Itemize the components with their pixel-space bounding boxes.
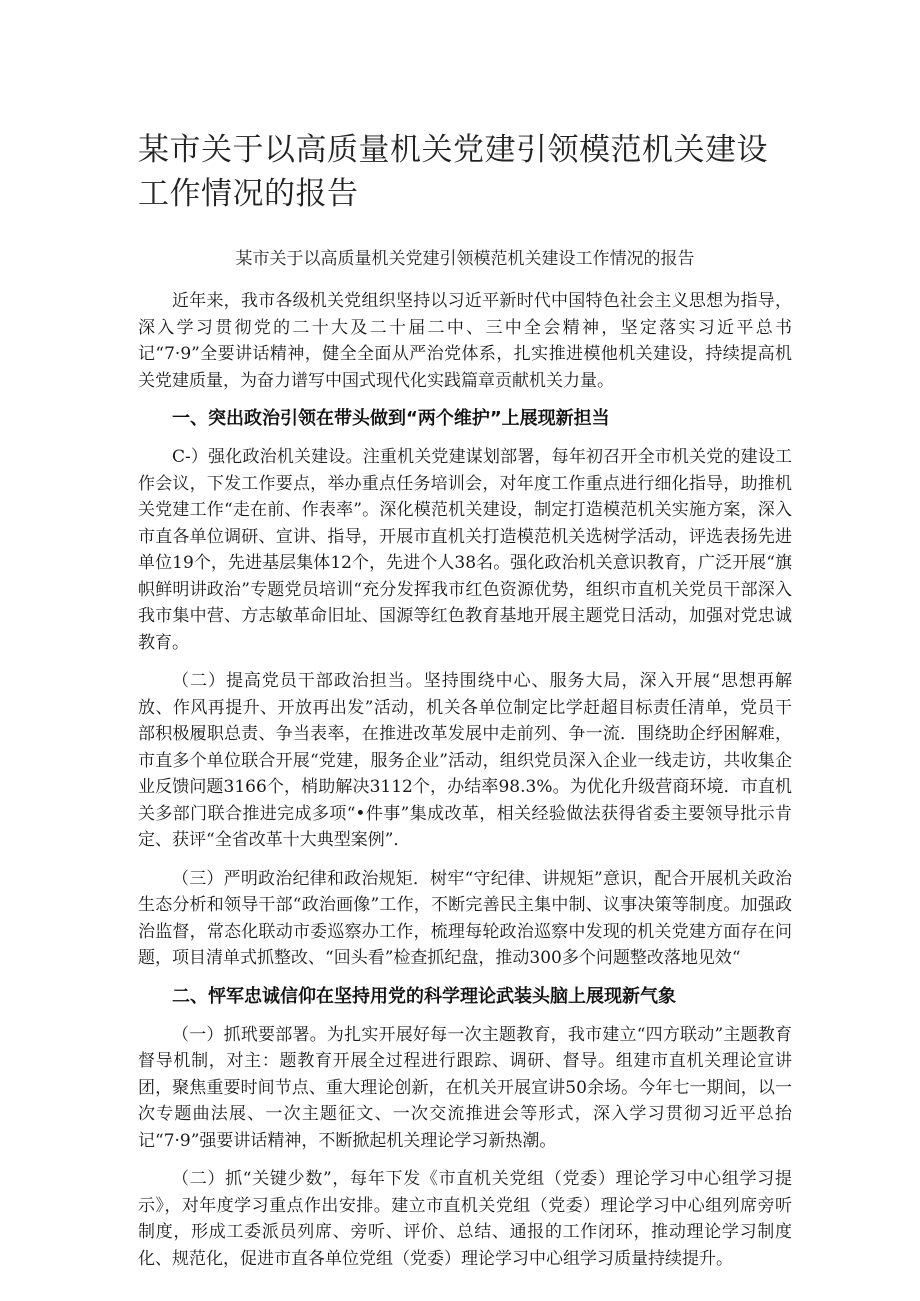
document-page: [138, 128, 792, 1284]
section-1-paragraph-3: （三）严明政治纪律和政治规矩．树牢“守纪律、讲规矩”意识，配合开展机关政治生态分析和领导干部“政治画像”工作，不断完善民主集中制、议事决策等制度。加强政治监督，常态化联动市委巡察办工作，梳理每轮政治巡察中发现的机关党建方面存在问题，项目清单式抓整改、“回头看”检查抓纪盘，推动300多个问题整改落地见效“: [138, 868, 792, 968]
section-1-paragraph-1: C-）强化政治机关建设。注重机关党建谋划部署，每年初召开全市机关党的建设工作会议，下发工作要点，举办重点任务培训会，对年度工作重点进行细化指导，助推机关党建工作“走在前、作表率”。深化模范机关建设，制定打造模范机关实施方案，深入市直各单位调研、宣讲、指导，开展市直机关打造模范机关选树学活动，评选表扬先进单位19个，先进基层集体12个，先进个人38名。强化政治机关意识教育，广泛开展“旗帜鲜明讲政治”专题党员培训“充分发挥我市红色资源优势，组织市直机关党员干部深入我市集中营、方志敏革命旧址、国源等红色教育基地开展主题党日活动，加强对党忠诚教育。: [138, 447, 792, 653]
section-2-heading: 二、怦军忠诚信仰在坚持用党的科学理论武装头脑上展现新气象: [172, 985, 676, 1007]
document-title: 某市关于以高质量机关党建引领模范机关建设工作情况的报告: [138, 132, 768, 212]
section-2-paragraph-2: （二）抓“关键少数”，每年下发《市直机关党组（党委）理论学习中心组学习提示》，对年度学习重点作出安排。建立市直机关党组（党委）理论学习中心组列席旁听制度，形成工委派员列席、旁听、评价、总结、通报的工作闭环，推动理论学习制度化、规范化，促进市直各单位党组（党委）理论学习中心组学习质量持续提升。: [138, 1169, 792, 1269]
section-2-paragraph-1: （一）抓玳要部署。为扎实开展好每一次主题教育，我市建立“四方联动”主题教育督导机制，对主：题教育开展全过程进行跟踪、调研、督导。组建市直机关理论宣讲团，聚焦重要时间节点、重大理论创新，在机关开展宣讲50余场。今年七一期间，以一次专题曲法展、一次主题征文、一次交流推进会等形式，深入学习贯彻习近平总抬记“7·9”强要讲话精神，不断掀起机关理论学习新热潮。: [138, 1024, 792, 1151]
document-subtitle: 某市关于以高质量机关党建引领模范机关建设工作情况的报告: [235, 249, 695, 269]
section-1-paragraph-2: （二）提高党员干部政治担当。坚持围绕中心、服务大局，深入开展“思想再解放、作风再提升、开放再出发”活动，机关各单位制定比学赶超目标责任清单，党员干部积极履职总责、争当表率，在推进改革发展中走前列、争一流．围绕助企纾困解难，市直多个单位联合开展“党建，服务企业”活动，组织党员深入企业一线走访，共收集企业反馈问题3166个，梢助解决3112个，办结率98.3%。为优化升级营商环境．市直机关多部门联合推进完成多项“•件事”集成改革，相关经验做法获得省委主要领导批示肯定、获评“全省改革十大典型案例”．: [138, 671, 792, 850]
intro-paragraph: 近年来，我市各级机关党组织坚持以习近平新时代中国特色社会主义思想为指导，深入学习贯彻党的二十大及二十届二中、三中全会精神，坚定落实习近平总书记“7·9”全要讲话精神，健全全面从严治党体系，扎实推进模他机关建设，持续提高机关党建质量，为奋力谱写中国式现代化实践篇章贡献机关力量。: [138, 291, 792, 391]
section-1-heading: 一、突出政治引领在带头做到“两个维护”上展现新担当: [172, 408, 610, 429]
